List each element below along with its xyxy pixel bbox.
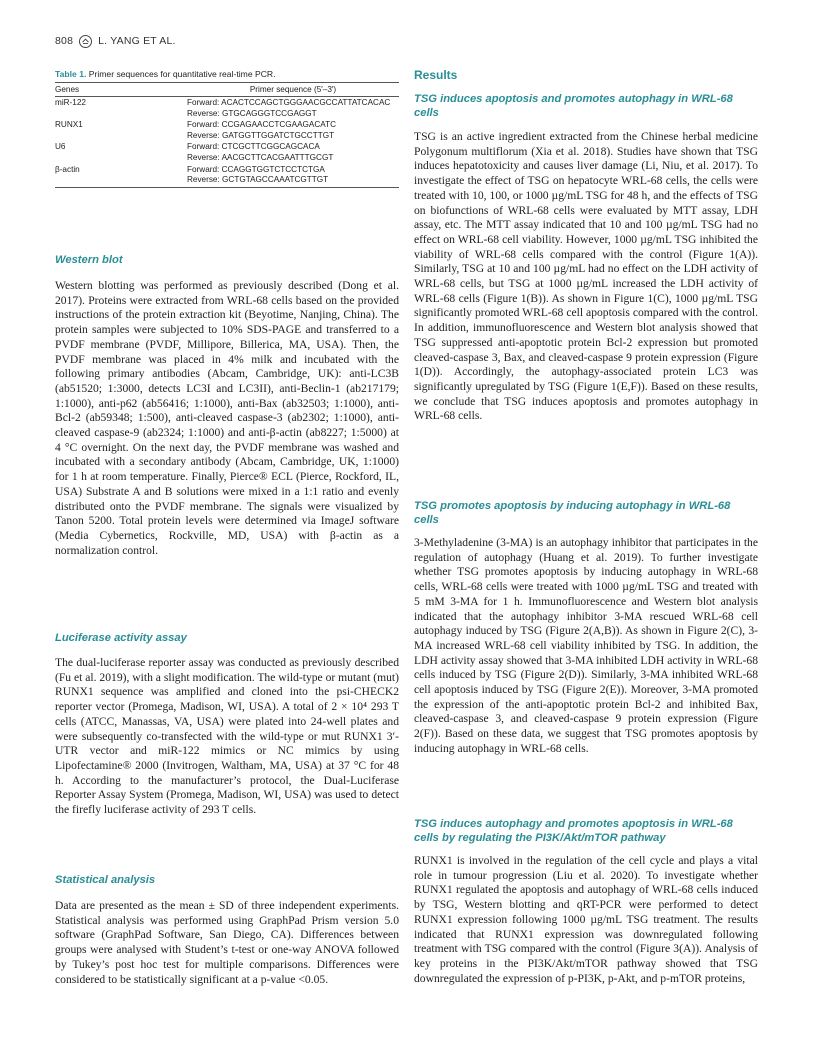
table-1 [55, 69, 399, 188]
table-caption [55, 69, 399, 79]
statistical-paragraph: Data are presented as the mean ± SD of three independent experiments. Statistical analysis was performed using GraphPad Prism version 5.0 software (GraphPad Software, San Diego, CA). Differences between groups were analysed with Student’s t-test or one-way ANOVA followed by Tukey’s post hoc test for multiple comparisons. Differences were considered to be statistically significant at a p-value <0.05. [55, 899, 399, 986]
forward-primer: Forward: CTCGCTTCGGCAGCACA [187, 142, 320, 152]
western-blot-paragraph: Western blotting was performed as previously described (Dong et al. 2017). Proteins were extracted from WRL-68 cells based on the provided instructions of the protein extraction kit (Beyotime, Nanjing, China). The protein samples were subjected to 10% SDS-PAGE and transferred to a PVDF membrane (PVDF, Millipore, Billerica, MA, USA). Then, the PVDF membrane was placed in 4% milk and incubated with the following primary antibodies (Abcam, Cambridge, UK): anti-LC3B (ab51520; 1:3000, detects LC3I and LC3II), anti-Beclin-1 (ab217179; 1:1000), anti-p62 (ab56416; 1:1000), anti-Bax (ab32503; 1:1000), anti-Bcl-2 (ab59348; 1:500), anti-cleaved caspase-3 (ab2302; 1:1000), anti-cleaved caspase-9 (ab2324; 1:1000) and anti-β-actin (ab8227; 1:5000) at 4 °C overnight. On the next day, the PVDF membrane was washed and incubated with a secondary antibody (Abcam, Cambridge, UK, 1:1000) for 1 h at room temperature. Finally, Pierce® ECL (Pierce, Rockford, IL, USA) Substrate A and B solutions were mixed in a 1:1 ratio and evenly distributed onto the PVDF membrane. The signals were visualized by Tanon 5200. Total protein levels were determined via ImageJ software (Media Cybernetics, Rockville, MD, USA) with β-actin as a normalization control. [55, 279, 399, 557]
subsection-heading-1: TSG induces apoptosis and promotes autophagy in WRL-68 cells [414, 93, 733, 119]
reverse-primer: Reverse: AACGCTTCACGAATTTGCGT [187, 152, 334, 162]
results-heading: Results [414, 68, 458, 82]
table-row [55, 164, 399, 176]
gene-name: β-actin [55, 164, 80, 174]
luciferase-section [55, 631, 399, 818]
table-row [55, 141, 399, 153]
col-header-sequence: Primer sequence (5′–3′) [187, 83, 399, 97]
table-row [55, 153, 399, 164]
results-paragraph-3: RUNX1 is involved in the regulation of the cell cycle and plays a vital role in tumour progression (Liu et al. 2020). To investigate whether RUNX1 regulated the apoptosis and autophagy of WRL-68 cells induced by TSG, Western blotting and qRT-PCR were performed to detect RUNX1 expression following 1000 µg/mL TSG treatment. The results indicated that RUNX1 expression was downregulated following treatment with TSG compared with the control (Figure 3(A)). Analysis of key proteins in the PI3K/Akt/mTOR pathway showed that TSG downregulated the expression of p-PI3K, p-Akt, and p-mTOR proteins, [414, 854, 758, 985]
page-number: 808 [55, 35, 74, 47]
results-subsection-2 [414, 499, 758, 757]
subsection-heading-2: TSG promotes apoptosis by inducing autophagy in WRL-68 cells [414, 500, 731, 526]
reverse-primer: Reverse: GCTGTAGCCAAATCGTTGT [187, 175, 399, 187]
luciferase-paragraph: The dual-luciferase reporter assay was conducted as previously described (Fu et al. 2019), with a slight modification. The wild-type or mutant (mut) RUNX1 sequence was amplified and cloned into the psi-CHECK2 reporter vector (Promega, Madison, WI, USA). A total of 2 × 10⁴ 293 T cells (ATCC, Manassas, VA, USA) were plated into 24-well plates and were subsequently co-transfected with the wild-type or mut RUNX1 3′-UTR vector and miR-122 mimics or NC mimics by using Lipofectamine® 2000 (Invitrogen, Waltham, MA, USA) at 37 °C for 48 h. According to the manufacturer’s protocol, the Dual-Luciferase Reporter Assay System (Promega, Madison, WI, USA) was used to detect the firefly luciferase activity of 293 T cells. [55, 656, 399, 817]
forward-primer: Forward: CCAGGTGGTCTCCTCTGA [187, 164, 325, 174]
section-heading-luciferase: Luciferase activity assay [55, 632, 187, 644]
table-row [55, 97, 399, 109]
col-header-genes: Genes [55, 83, 187, 97]
section-heading-statistical: Statistical analysis [55, 874, 156, 886]
table-row [55, 131, 399, 142]
gene-name: miR-122 [55, 98, 86, 107]
results-paragraph-2: 3-Methyladenine (3-MA) is an autophagy inhibitor that participates in the regulation of autophagy (Huang et al. 2019). To further investigate whether TSG promotes apoptosis by inducing autophagy in WRL-68 cells, WRL-68 cells were treated with 1000 µg/mL TSG and treated with 5 mM 3-MA for 1 h. Immunofluorescence and Western blot analysis indicated that the autophagy inhibitor 3-MA rescued WRL-68 cell autophagy induced by TSG (Figure 2(A,B)). As shown in Figure 2(C), 3-MA increased WRL-68 cell viability inhibited by TSG. In addition, the LDH activity assay showed that 3-MA inhibited LDH activity in WRL-68 cells induced by TSG (Figure 2(D)). Similarly, 3-MA inhibited WRL-68 cell apoptosis induced by TSG (Figure 2(E)). Moreover, 3-MA promoted the expression of the anti-apoptotic protein Bcl-2 and inhibited Bax, cleaved-caspase 3, and cleaved-caspase 9 protein expression (Figure 2(F)). Based on these data, we suggest that TSG promotes apoptosis by inducing autophagy in WRL-68 cells. [414, 536, 758, 755]
subsection-heading-3: TSG induces autophagy and promotes apoptosis in WRL-68 cells by regulating the PI3K/Akt/mTOR pathway [414, 818, 733, 844]
forward-primer: Forward: ACACTCCAGCTGGGAACGCCATTATCACAC [187, 98, 391, 107]
western-blot-section [55, 253, 399, 558]
publisher-logo-icon [79, 35, 92, 48]
results-subsection-3 [414, 817, 758, 986]
statistical-section [55, 873, 399, 987]
table-caption-text: Primer sequences for quantitative real-time PCR. [88, 69, 276, 79]
section-heading-western-blot: Western blot [55, 254, 123, 266]
gene-name: U6 [55, 142, 66, 152]
running-authors: L. YANG ET AL. [98, 35, 176, 47]
gene-name: RUNX1 [55, 120, 83, 130]
reverse-primer: Reverse: GATGGTTGGATCTGCCTTGT [187, 130, 335, 140]
table-row [55, 175, 399, 187]
running-header [55, 33, 176, 49]
results-paragraph-1: TSG is an active ingredient extracted from the Chinese herbal medicine Polygonum multiflorum (Xia et al. 2018). Studies have shown that TSG induces hepatotoxicity and causes liver damage (Li, Niu, et al. 2017). To investigate the effect of TSG on hepatocyte WRL-68 cells, the cells were treated with 10, 100, or 1000 µg/mL TSG for 48 h, and the effects of TSG on biofunctions of WRL-68 cells were evaluated by MTT assay, LDH assay, etc. The MTT assay indicated that 10 and 100 µg/mL TSG had no effect on WRL-68 cell viability. However, 1000 µg/mL TSG inhibited the viability of WRL-68 cells compared with the control (Figure 1(A)). Similarly, TSG at 10 and 100 µg/mL had no effect on the LDH activity of WRL-68 cells, but TSG at 1000 µg/mL increased the LDH activity of WRL-68 cells (Figure 1(B)). As shown in Figure 1(C), 1000 µg/mL TSG significantly promoted WRL-68 cell apoptosis compared with the control. In addition, immunofluorescence and Western blot analysis showed that TSG suppressed anti-apoptotic protein Bcl-2 expression but promoted cleaved-caspase 3, Bax, and cleaved-caspase 9 protein expression (Figure 1(D)). Accordingly, the autophagy-associated protein LC3 was significantly upregulated by TSG (Figure 1(E,F)). Based on these results, we conclude that TSG induces apoptosis and promotes autophagy in WRL-68 cells. [414, 130, 758, 423]
table-row [55, 109, 399, 120]
forward-primer: Forward: CCGAGAACCTCGAAGACATC [187, 120, 337, 130]
table-label: Table 1. [55, 69, 87, 79]
reverse-primer: Reverse: GTGCAGGGTCCGAGGT [187, 108, 317, 118]
table-row [55, 119, 399, 131]
primer-table [55, 82, 399, 188]
results-section [414, 68, 758, 424]
